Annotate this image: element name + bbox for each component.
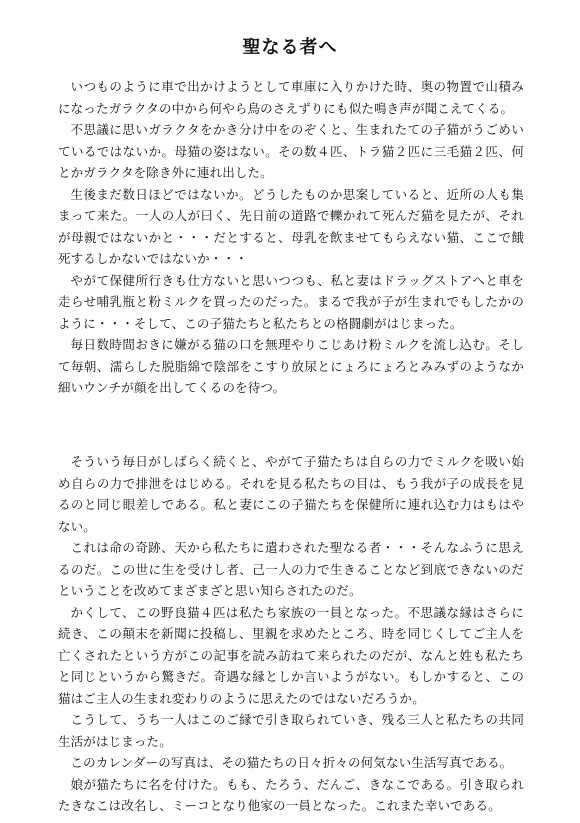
- story-section-2: [58, 451, 524, 817]
- paragraph: 毎日数時間おきに嫌がる猫の口を無理やりこじあけ粉ミルクを流し込む。そして毎朝、濡らした脱脂綿で陰部をこすり放尿とにょろにょろとみみずのようなか細いウンチが顔を出してくるのを待つ。: [58, 337, 524, 395]
- paragraph: これは命の奇跡、天から私たちに遣わされた聖なる者・・・そんなふうに思えるのだ。この世に生を受けし者、己一人の力で生きることなど到底できないのだということを改めてまざまざと思い知らされたのだ。: [58, 540, 524, 598]
- paragraph: このカレンダーの写真は、その猫たちの日々折々の何気ない生活写真である。: [70, 755, 513, 770]
- paragraph: そういう毎日がしばらく続くと、やがて子猫たちは自らの力でミルクを吸い始め自らの力で排泄をはじめる。それを見る私たちの目は、もう我が子の成長を見るのと同じ眼差しである。私と妻にこの子猫たちを保健所に連れ込む力はもはやない。: [58, 454, 524, 534]
- paragraph: こうして、うち一人はこのご縁で引き取られていき、残る三人と私たちの共同生活がはじまった。: [58, 712, 524, 749]
- paragraph: 娘が猫たちに名を付けた。もも、たろう、だんご、きなこである。引き取られたきなこは改名し、ミーコとなり他家の一員となった。これまた幸いである。: [58, 776, 524, 813]
- paragraph: かくして、この野良猫４匹は私たち家族の一員となった。不思議な縁はさらに続き、この顛末を新聞に投稿し、里親を求めたところ、時を同じくしてご主人を亡くされたという方がこの記事を読み訪ねて来られたのだが、なんと姓も私たちと同じというから驚きだ。奇遇な縁としか言いようがない。もしかすると、この猫はご主人の生まれ変わりのように思えたのではないだろうか。: [58, 604, 524, 706]
- paragraph: 生後まだ数日ほどではないか。どうしたものか思案していると、近所の人も集まって来た。一人の人が曰く、先日前の道路で轢かれて死んだ猫を見たが、それが母親ではないかと・・・だとすると、母乳を飲ませてもらえない猫、ここで餓死するしかないではないか・・・: [58, 186, 524, 266]
- paragraph: やがて保健所行きも仕方ないと思いつつも、私と妻はドラッグストアへと車を走らせ哺乳瓶と粉ミルクを買ったのだった。まるで我が子が生まれでもしたかのように・・・そして、この子猫たちと私たちとの格闘劇がはじまった。: [58, 272, 524, 331]
- document-title: 聖なる者へ: [242, 37, 338, 58]
- paragraph: 不思議に思いガラクタをかき分け中をのぞくと、生まれたての子猫がうごめいているではないか。母猫の姿はない。その数４匹、トラ猫２匹に三毛猫２匹、何とかガラクタを除き外に連れ出した。: [58, 122, 524, 180]
- story-section-1: [58, 76, 524, 399]
- paragraph: いつものように車で出かけようとして車庫に入りかけた時、奥の物置で山積みになったガラクタの中から何やら鳥のさえずりにも似た鳴き声が聞こえてくる。: [58, 79, 524, 116]
